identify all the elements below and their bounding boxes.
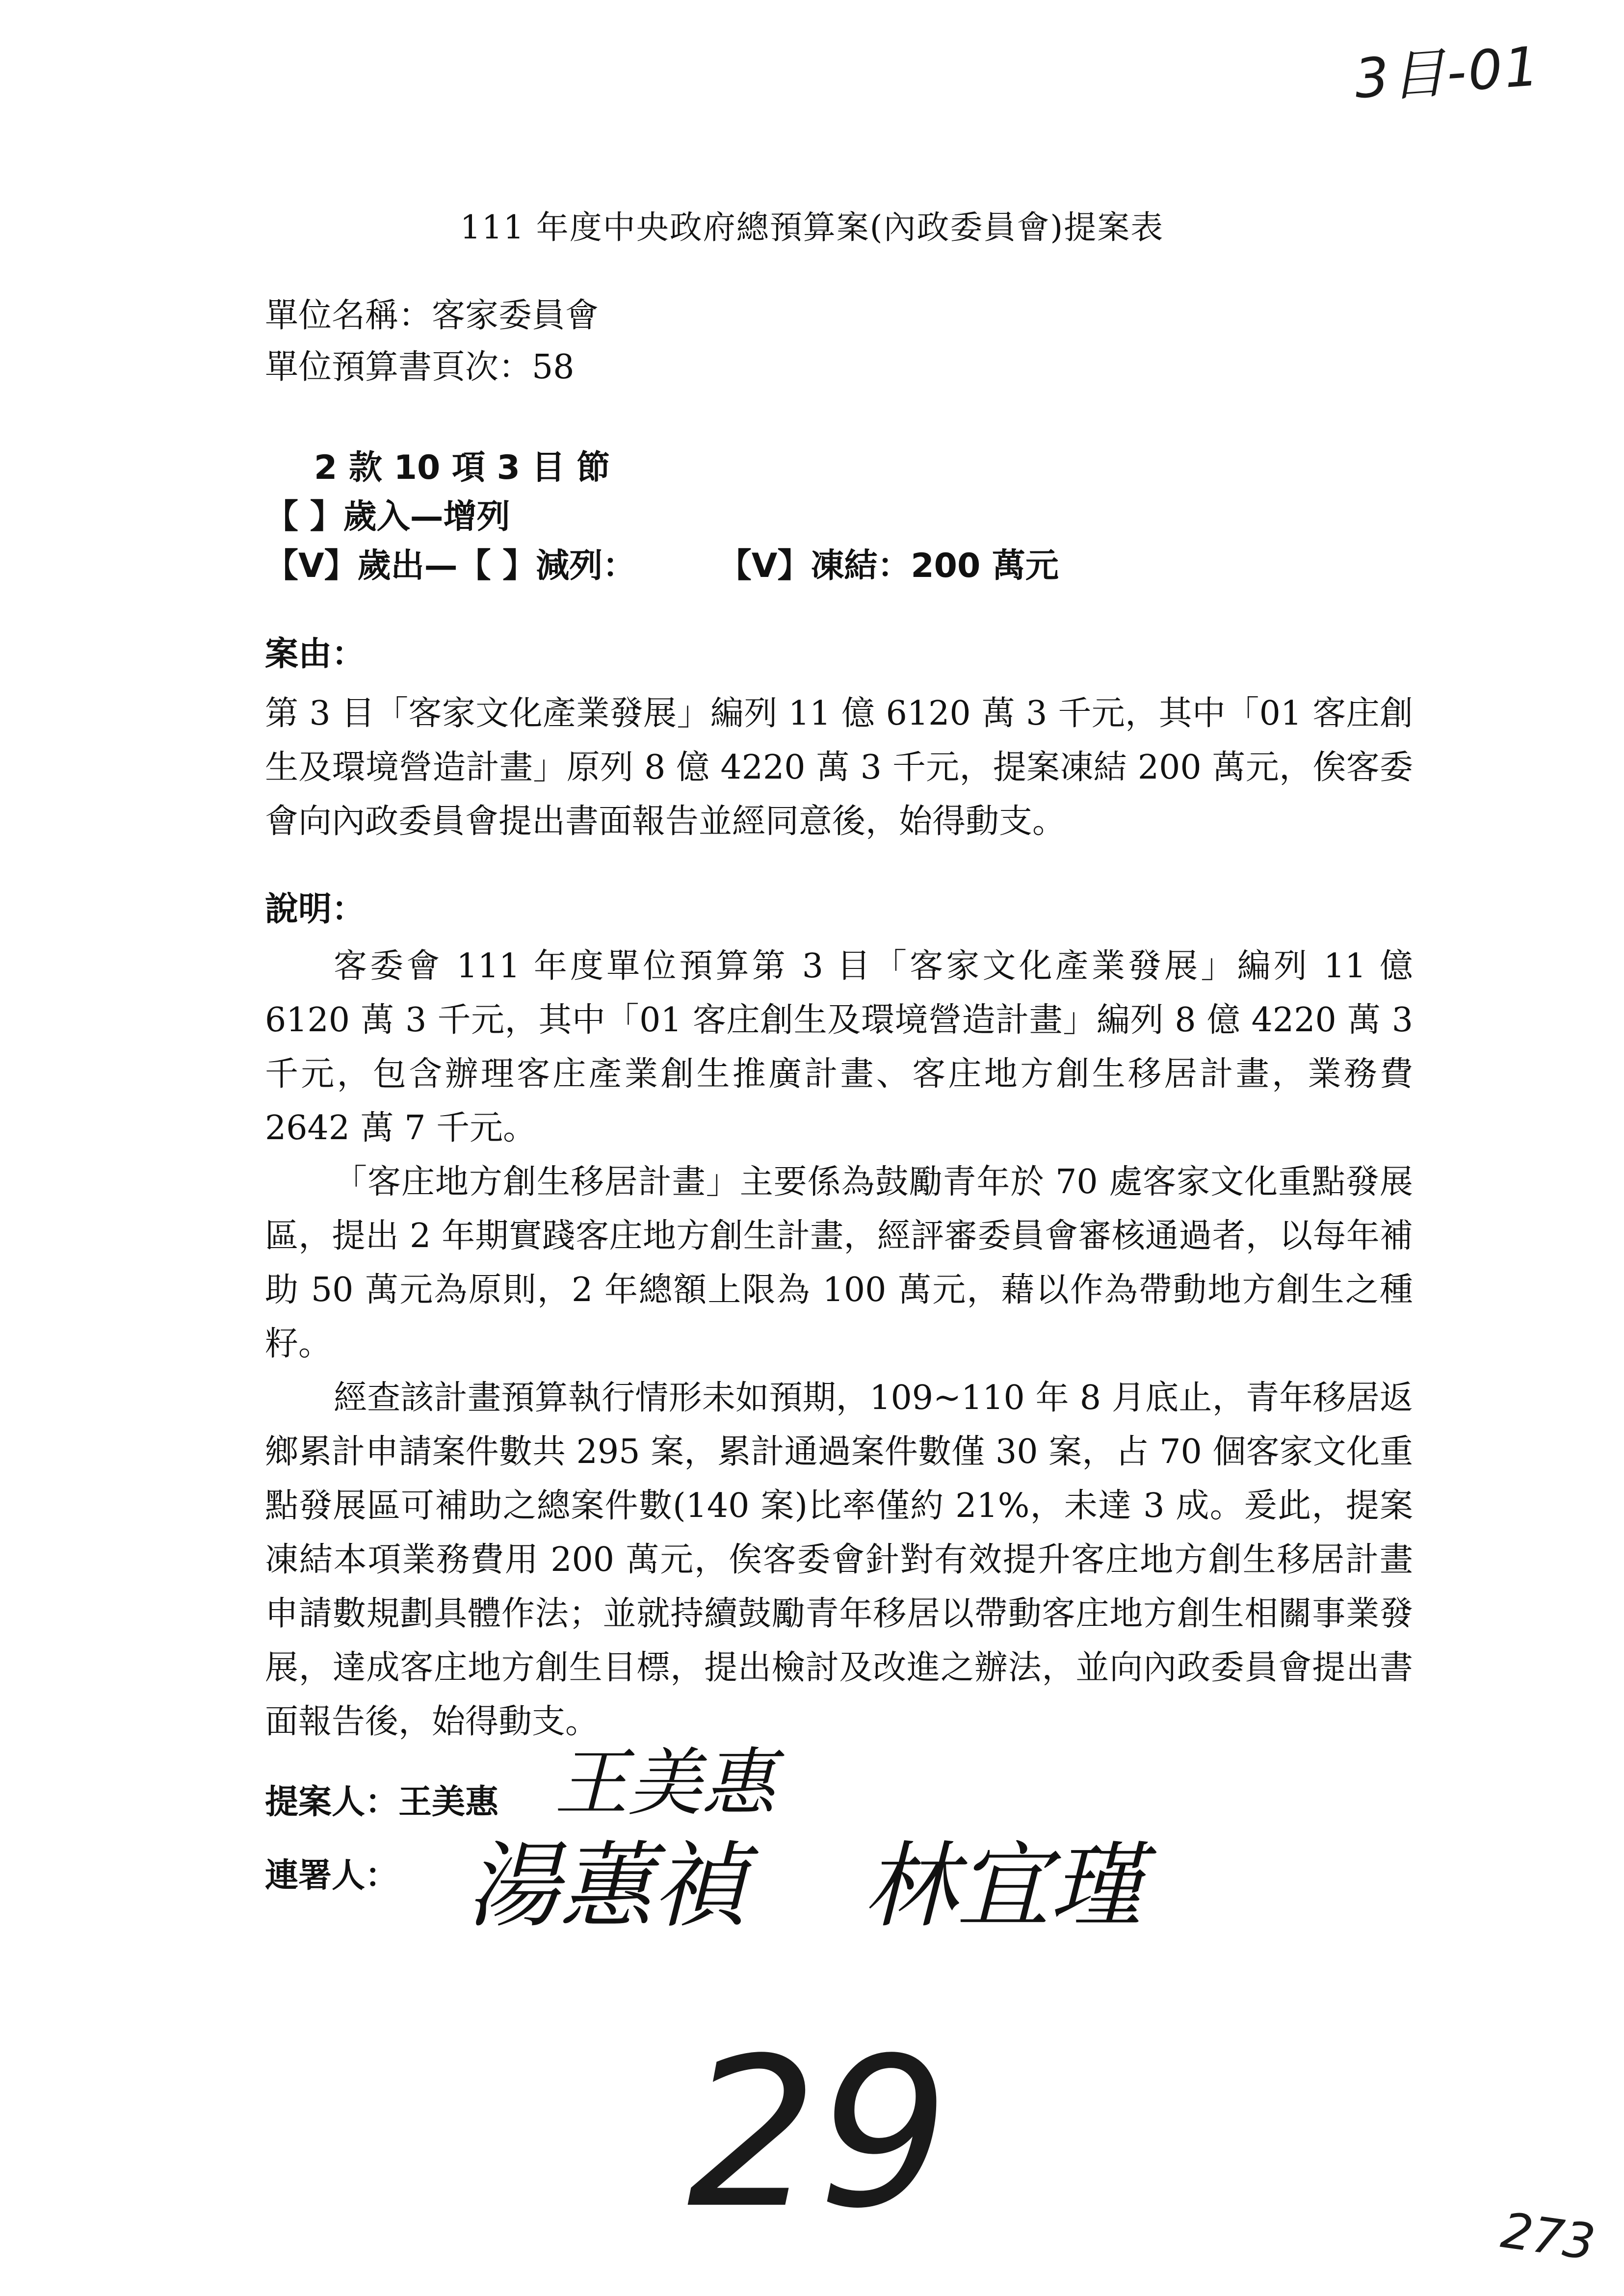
expense-line: [265, 549, 1059, 583]
case-text: 第 3 目「客家文化產業發展」編列 11 億 6120 萬 3 千元，其中「01 客庄創生及環境營造計畫」原列 8 億 4220 萬 3 千元，提案凍結 200 萬元，俟客委會向內政委員會提出書面報告並經同意後，始得動支。: [265, 694, 1413, 841]
handwritten-page-number: 29: [687, 2014, 949, 2254]
revenue-line: 【 】歲入—增列: [265, 497, 510, 536]
expense-freeze: 【V】凍結：200 萬元: [718, 547, 1059, 585]
budget-section: 2 款 10 項 3 目 節: [314, 448, 610, 487]
explanation-paragraph-1: 客委會 111 年度單位預算第 3 目「客家文化產業發展」編列 11 億 6120 萬 3 千元，其中「01 客庄創生及環境營造計畫」編列 8 億 4220 萬 3 千元，包含辦理客庄產業創生推廣計畫、客庄地方創生移居計畫，業務費 2642 萬 7 千元。: [265, 947, 1413, 1148]
proposer-signature: 王美惠: [554, 1741, 776, 1826]
handwritten-corner-code: 3目-01: [1352, 34, 1543, 111]
cosigner-label: 連署人：: [265, 1856, 399, 1895]
case-heading: 案由：: [265, 635, 366, 674]
explanation-heading: 說明：: [265, 890, 366, 929]
unit-name: 單位名稱：客家委員會: [265, 296, 599, 335]
cosigner-signature-1: 湯蕙禎: [466, 1832, 746, 1940]
handwritten-sheet-number: 273: [1497, 2201, 1599, 2271]
document-title: 111 年度中央政府總預算案(內政委員會)提案表: [460, 209, 1164, 246]
explanation-paragraph-3: 經查該計畫預算執行情形未如預期，109~110 年 8 月底止，青年移居返鄉累計申請案件數共 295 案，累計通過案件數僅 30 案，占 70 個客家文化重點發展區可補助之總案件數(140 案)比率僅約 21%，未達 3 成。爰此，提案凍結本項業務費用 200 萬元，俟客委會針對有效提升客庄地方創生移居計畫申請數規劃具體作法；並就持續鼓勵青年移居以帶動客庄地方創生相關事業發展，達成客庄地方創生目標，提出檢討及改進之辦法，並向內政委員會提出書面報告後，始得動支。: [265, 1379, 1413, 1741]
explanation-paragraph-2: 「客庄地方創生移居計畫」主要係為鼓勵青年於 70 處客家文化重點發展區，提出 2 年期實踐客庄地方創生計畫，經評審委員會審核通過者，以每年補助 50 萬元為原則，2 年總額上限為 100 萬元，藉以作為帶動地方創生之種籽。: [265, 1163, 1413, 1363]
expense-reduce: 【V】歲出—【 】減列：: [265, 547, 636, 585]
unit-budget-page: 單位預算書頁次：58: [265, 348, 575, 387]
cosigner-signature-2: 林宜瑾: [864, 1832, 1144, 1940]
proposer-label: 提案人：王美惠: [265, 1783, 499, 1822]
